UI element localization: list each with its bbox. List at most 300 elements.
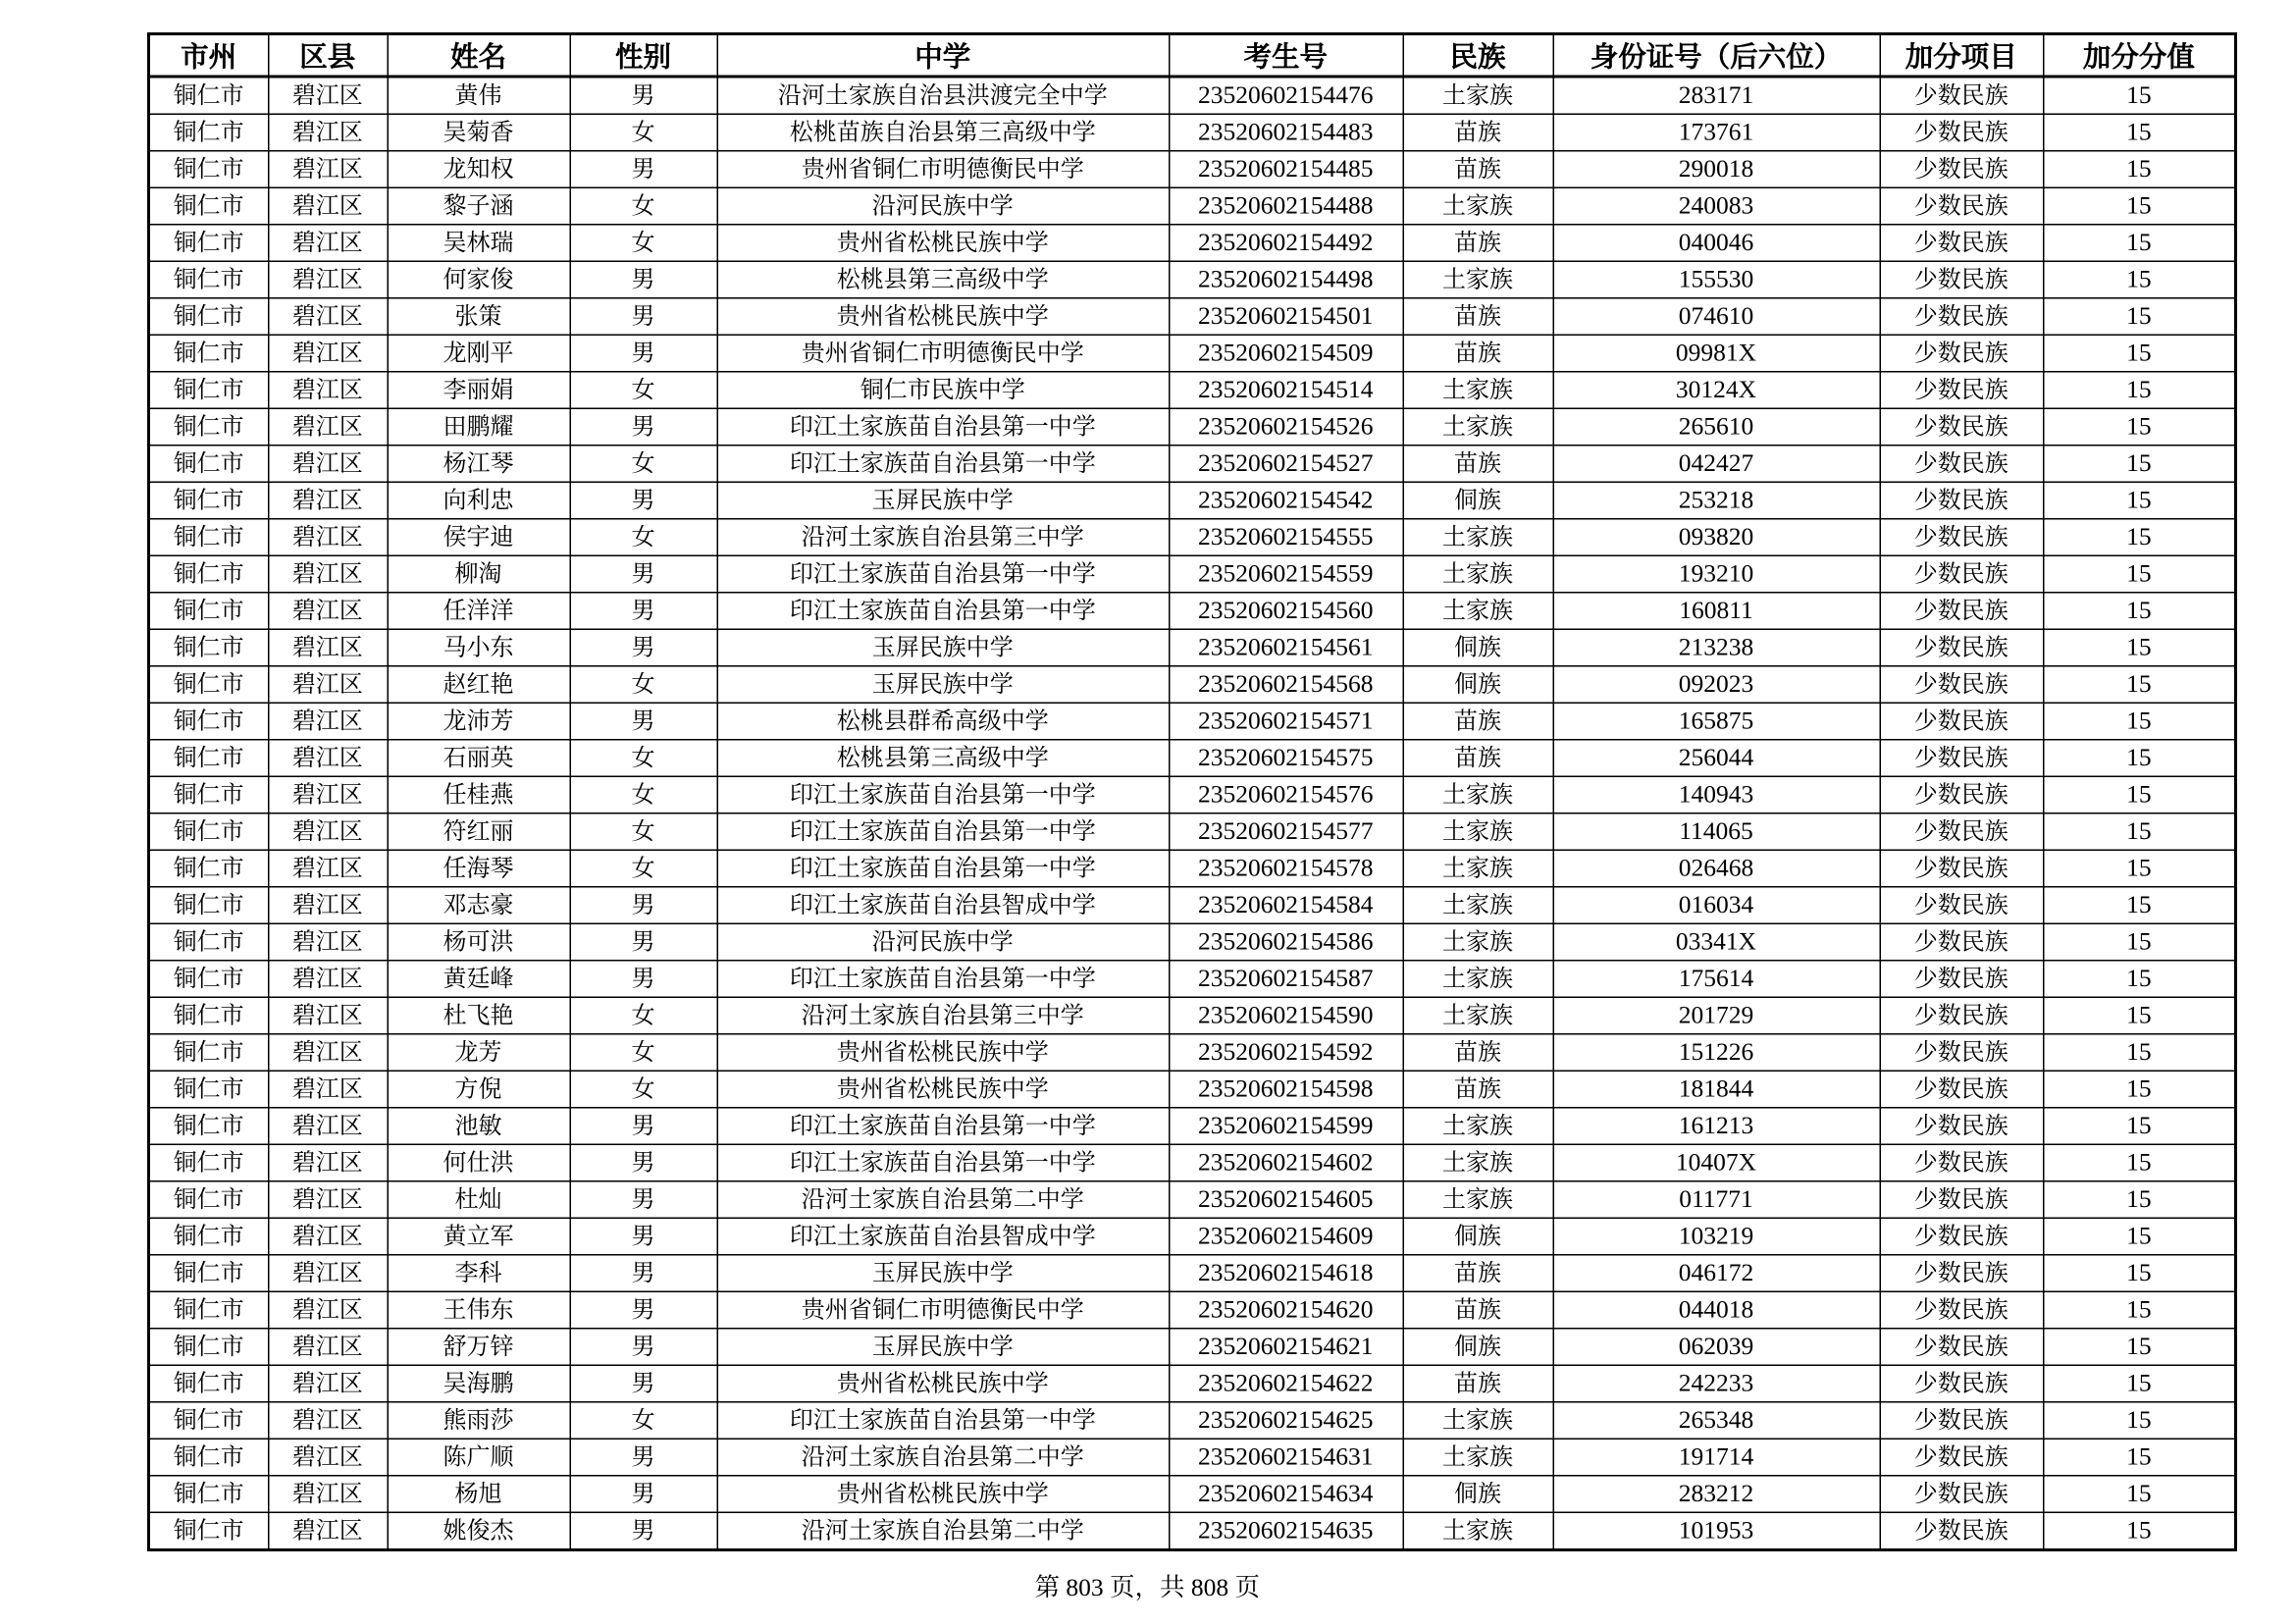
- col-exam-id-cell: 23520602154599: [1169, 1108, 1403, 1145]
- col-school-cell: 沿河土家族自治县第二中学: [717, 1439, 1170, 1476]
- table-row: [149, 923, 2236, 961]
- col-ethnicity-cell: 苗族: [1403, 151, 1553, 188]
- col-ethnicity-cell: 土家族: [1403, 408, 1553, 445]
- table-row: [149, 1218, 2236, 1255]
- col-school-cell: 贵州省铜仁市明德衡民中学: [717, 1291, 1170, 1329]
- col-bonus-value-cell: 15: [2043, 666, 2236, 704]
- col-school-cell: 印江土家族苗自治县第一中学: [717, 1144, 1170, 1181]
- col-district-cell: 碧江区: [268, 335, 388, 372]
- table-row: [149, 1255, 2236, 1292]
- col-bonus-item-cell: 少数民族: [1880, 1291, 2044, 1329]
- col-bonus-value-cell: 15: [2043, 776, 2236, 813]
- col-id-last6-cell: 093820: [1553, 519, 1880, 556]
- table-row: [149, 1402, 2236, 1440]
- col-bonus-item-cell: 少数民族: [1880, 1512, 2044, 1549]
- col-ethnicity-cell: 苗族: [1403, 1291, 1553, 1329]
- col-ethnicity-cell: 侗族: [1403, 666, 1553, 704]
- col-name-cell: 龙芳: [388, 1034, 570, 1072]
- col-district-cell: 碧江区: [268, 961, 388, 998]
- col-name-cell: 黄廷峰: [388, 961, 570, 998]
- table-row: [149, 1144, 2236, 1181]
- col-district-cell: 碧江区: [268, 593, 388, 630]
- col-gender-cell: 女: [570, 372, 717, 409]
- col-ethnicity-cell: 苗族: [1403, 1071, 1553, 1108]
- col-name-cell: 王伟东: [388, 1291, 570, 1329]
- col-district-cell: 碧江区: [268, 555, 388, 593]
- col-district-cell: 碧江区: [268, 850, 388, 887]
- col-gender-cell: 女: [570, 445, 717, 483]
- col-district-cell: 碧江区: [268, 776, 388, 813]
- col-exam-id-cell: 23520602154561: [1169, 629, 1403, 666]
- col-bonus-item-cell: 少数民族: [1880, 261, 2044, 298]
- col-school-cell: 玉屏民族中学: [717, 1255, 1170, 1292]
- col-id-last6-cell: 046172: [1553, 1255, 1880, 1292]
- col-ethnicity-cell: 苗族: [1403, 445, 1553, 483]
- col-name-cell: 田鹏耀: [388, 408, 570, 445]
- col-id-last6-cell: 151226: [1553, 1034, 1880, 1072]
- col-school-cell: 印江土家族苗自治县第一中学: [717, 1402, 1170, 1440]
- col-school-cell: 贵州省松桃民族中学: [717, 1365, 1170, 1402]
- col-ethnicity-cell: 土家族: [1403, 1108, 1553, 1145]
- table-row: [149, 1291, 2236, 1329]
- table-row: [149, 519, 2236, 556]
- col-ethnicity-cell: 侗族: [1403, 1218, 1553, 1255]
- col-name-cell: 黄伟: [388, 77, 570, 114]
- table-row: [149, 1329, 2236, 1366]
- col-gender-cell: 男: [570, 703, 717, 740]
- col-city-cell: 铜仁市: [149, 482, 269, 519]
- col-exam-id-cell: 23520602154485: [1169, 151, 1403, 188]
- col-bonus-item-cell: 少数民族: [1880, 151, 2044, 188]
- col-gender-cell: 女: [570, 1034, 717, 1072]
- col-district-cell: 碧江区: [268, 1144, 388, 1181]
- col-ethnicity-cell: 土家族: [1403, 261, 1553, 298]
- col-id-last6-cell: 040046: [1553, 225, 1880, 262]
- col-bonus-value-cell: 15: [2043, 1476, 2236, 1513]
- col-exam-id-cell: 23520602154592: [1169, 1034, 1403, 1072]
- col-exam-id-cell: 23520602154527: [1169, 445, 1403, 483]
- col-city-cell: 铜仁市: [149, 776, 269, 813]
- table-row: [149, 1365, 2236, 1402]
- col-ethnicity-cell: 土家族: [1403, 813, 1553, 851]
- col-bonus-value-cell: 15: [2043, 997, 2236, 1034]
- col-bonus-item-cell: 少数民族: [1880, 813, 2044, 851]
- table-row: [149, 776, 2236, 813]
- col-gender-cell: 男: [570, 1181, 717, 1219]
- col-bonus-item-cell: 少数民族: [1880, 408, 2044, 445]
- col-exam-id-cell: 23520602154625: [1169, 1402, 1403, 1440]
- col-id-last6-cell: 283171: [1553, 77, 1880, 114]
- col-bonus-item-cell: 少数民族: [1880, 887, 2044, 924]
- col-gender-cell: 男: [570, 961, 717, 998]
- col-id-last6-cell: 155530: [1553, 261, 1880, 298]
- col-gender-cell: 女: [570, 187, 717, 225]
- col-ethnicity-cell: 土家族: [1403, 923, 1553, 961]
- col-id-last6-cell: 30124X: [1553, 372, 1880, 409]
- col-school-cell: 印江土家族苗自治县第一中学: [717, 593, 1170, 630]
- col-bonus-value-cell: 15: [2043, 593, 2236, 630]
- col-id-last6-cell: 044018: [1553, 1291, 1880, 1329]
- table-row: [149, 666, 2236, 704]
- table-row: [149, 593, 2236, 630]
- col-id-last6-cell: 042427: [1553, 445, 1880, 483]
- col-city-cell: 铜仁市: [149, 1402, 269, 1440]
- col-ethnicity-cell: 侗族: [1403, 1476, 1553, 1513]
- col-district-cell: 碧江区: [268, 1402, 388, 1440]
- col-district-cell: 碧江区: [268, 1439, 388, 1476]
- col-id-last6-cell: 253218: [1553, 482, 1880, 519]
- col-school-cell: 贵州省松桃民族中学: [717, 298, 1170, 336]
- table-row: [149, 813, 2236, 851]
- col-exam-id-cell: 23520602154618: [1169, 1255, 1403, 1292]
- col-name-cell: 柳淘: [388, 555, 570, 593]
- col-district-cell: 碧江区: [268, 1476, 388, 1513]
- col-gender-cell: 男: [570, 1255, 717, 1292]
- col-school-cell: 印江土家族苗自治县第一中学: [717, 961, 1170, 998]
- col-exam-id-cell: 23520602154568: [1169, 666, 1403, 704]
- table-row: [149, 408, 2236, 445]
- col-school-cell: 贵州省松桃民族中学: [717, 1034, 1170, 1072]
- col-school-cell: 印江土家族苗自治县第一中学: [717, 408, 1170, 445]
- col-gender-header: 性别: [570, 34, 717, 78]
- col-gender-cell: 男: [570, 408, 717, 445]
- col-bonus-value-cell: 15: [2043, 151, 2236, 188]
- table-header-row: [149, 34, 2236, 78]
- col-gender-cell: 女: [570, 225, 717, 262]
- col-city-cell: 铜仁市: [149, 1329, 269, 1366]
- col-ethnicity-cell: 土家族: [1403, 1402, 1553, 1440]
- col-id-last6-cell: 103219: [1553, 1218, 1880, 1255]
- col-id-last6-cell: 265348: [1553, 1402, 1880, 1440]
- col-bonus-value-cell: 15: [2043, 703, 2236, 740]
- col-school-cell: 印江土家族苗自治县第一中学: [717, 1108, 1170, 1145]
- col-school-cell: 沿河土家族自治县第三中学: [717, 519, 1170, 556]
- col-school-cell: 沿河民族中学: [717, 187, 1170, 225]
- col-ethnicity-cell: 苗族: [1403, 335, 1553, 372]
- col-id-last6-cell: 213238: [1553, 629, 1880, 666]
- col-exam-id-cell: 23520602154631: [1169, 1439, 1403, 1476]
- col-bonus-item-cell: 少数民族: [1880, 445, 2044, 483]
- col-gender-cell: 女: [570, 997, 717, 1034]
- col-city-cell: 铜仁市: [149, 1144, 269, 1181]
- col-id-last6-cell: 074610: [1553, 298, 1880, 336]
- col-district-cell: 碧江区: [268, 1291, 388, 1329]
- col-gender-cell: 男: [570, 335, 717, 372]
- col-id-last6-cell: 265610: [1553, 408, 1880, 445]
- col-bonus-value-cell: 15: [2043, 1255, 2236, 1292]
- col-ethnicity-cell: 土家族: [1403, 1181, 1553, 1219]
- col-city-cell: 铜仁市: [149, 887, 269, 924]
- col-id-last6-cell: 114065: [1553, 813, 1880, 851]
- col-bonus-value-cell: 15: [2043, 482, 2236, 519]
- page-number-footer: 第 803 页，共 808 页: [1034, 1573, 1260, 1601]
- col-id-last6-cell: 191714: [1553, 1439, 1880, 1476]
- col-exam-id-cell: 23520602154590: [1169, 997, 1403, 1034]
- col-city-cell: 铜仁市: [149, 1291, 269, 1329]
- col-school-cell: 印江土家族苗自治县智成中学: [717, 1218, 1170, 1255]
- col-city-cell: 铜仁市: [149, 740, 269, 777]
- col-bonus-item-cell: 少数民族: [1880, 1402, 2044, 1440]
- col-gender-cell: 男: [570, 77, 717, 114]
- col-name-header: 姓名: [388, 34, 570, 78]
- col-district-cell: 碧江区: [268, 666, 388, 704]
- col-school-cell: 贵州省铜仁市明德衡民中学: [717, 335, 1170, 372]
- table-row: [149, 335, 2236, 372]
- col-district-cell: 碧江区: [268, 445, 388, 483]
- col-bonus-item-cell: 少数民族: [1880, 225, 2044, 262]
- col-gender-cell: 女: [570, 740, 717, 777]
- col-bonus-item-cell: 少数民族: [1880, 776, 2044, 813]
- col-bonus-item-cell: 少数民族: [1880, 1365, 2044, 1402]
- col-exam-id-cell: 23520602154622: [1169, 1365, 1403, 1402]
- col-name-cell: 舒万锌: [388, 1329, 570, 1366]
- col-bonus-value-cell: 15: [2043, 519, 2236, 556]
- col-ethnicity-cell: 苗族: [1403, 114, 1553, 151]
- col-exam-id-cell: 23520602154526: [1169, 408, 1403, 445]
- col-name-cell: 杨江琴: [388, 445, 570, 483]
- col-id-last6-cell: 011771: [1553, 1181, 1880, 1219]
- col-name-cell: 龙知权: [388, 151, 570, 188]
- col-bonus-item-cell: 少数民族: [1880, 1144, 2044, 1181]
- col-school-cell: 玉屏民族中学: [717, 482, 1170, 519]
- col-city-cell: 铜仁市: [149, 703, 269, 740]
- col-bonus-value-cell: 15: [2043, 1402, 2236, 1440]
- col-city-cell: 铜仁市: [149, 151, 269, 188]
- col-bonus-value-cell: 15: [2043, 1329, 2236, 1366]
- col-name-cell: 龙刚平: [388, 335, 570, 372]
- col-city-cell: 铜仁市: [149, 629, 269, 666]
- col-district-cell: 碧江区: [268, 298, 388, 336]
- table-row: [149, 114, 2236, 151]
- col-district-cell: 碧江区: [268, 114, 388, 151]
- col-exam-id-cell: 23520602154509: [1169, 335, 1403, 372]
- table-row: [149, 482, 2236, 519]
- table-row: [149, 225, 2236, 262]
- col-bonus-value-header: 加分分值: [2043, 34, 2236, 78]
- col-exam-id-cell: 23520602154635: [1169, 1512, 1403, 1549]
- col-city-cell: 铜仁市: [149, 335, 269, 372]
- col-city-cell: 铜仁市: [149, 1512, 269, 1549]
- col-name-cell: 杜飞艳: [388, 997, 570, 1034]
- col-bonus-item-cell: 少数民族: [1880, 335, 2044, 372]
- col-bonus-value-cell: 15: [2043, 261, 2236, 298]
- col-district-cell: 碧江区: [268, 482, 388, 519]
- col-bonus-value-cell: 15: [2043, 445, 2236, 483]
- col-bonus-item-cell: 少数民族: [1880, 1329, 2044, 1366]
- col-city-cell: 铜仁市: [149, 1071, 269, 1108]
- col-city-cell: 铜仁市: [149, 555, 269, 593]
- col-gender-cell: 男: [570, 151, 717, 188]
- col-bonus-value-cell: 15: [2043, 1108, 2236, 1145]
- col-school-cell: 贵州省松桃民族中学: [717, 225, 1170, 262]
- col-bonus-item-cell: 少数民族: [1880, 703, 2044, 740]
- col-bonus-item-cell: 少数民族: [1880, 1439, 2044, 1476]
- col-gender-cell: 女: [570, 1402, 717, 1440]
- col-id-last6-cell: 10407X: [1553, 1144, 1880, 1181]
- col-school-cell: 贵州省松桃民族中学: [717, 1476, 1170, 1513]
- col-gender-cell: 男: [570, 1476, 717, 1513]
- col-name-cell: 石丽英: [388, 740, 570, 777]
- col-bonus-value-cell: 15: [2043, 1144, 2236, 1181]
- col-id-last6-cell: 290018: [1553, 151, 1880, 188]
- col-id-last6-cell: 242233: [1553, 1365, 1880, 1402]
- col-city-cell: 铜仁市: [149, 519, 269, 556]
- col-district-cell: 碧江区: [268, 372, 388, 409]
- col-city-cell: 铜仁市: [149, 77, 269, 114]
- col-district-cell: 碧江区: [268, 1218, 388, 1255]
- col-bonus-value-cell: 15: [2043, 1181, 2236, 1219]
- table-row: [149, 850, 2236, 887]
- col-bonus-item-cell: 少数民族: [1880, 187, 2044, 225]
- col-name-cell: 方倪: [388, 1071, 570, 1108]
- col-city-cell: 铜仁市: [149, 1181, 269, 1219]
- col-district-cell: 碧江区: [268, 1034, 388, 1072]
- col-school-cell: 印江土家族苗自治县第一中学: [717, 445, 1170, 483]
- col-school-cell: 玉屏民族中学: [717, 1329, 1170, 1366]
- col-name-cell: 李丽娟: [388, 372, 570, 409]
- col-school-cell: 沿河土家族自治县第三中学: [717, 997, 1170, 1034]
- col-gender-cell: 女: [570, 114, 717, 151]
- col-school-cell: 印江土家族苗自治县智成中学: [717, 887, 1170, 924]
- col-district-header: 区县: [268, 34, 388, 78]
- col-city-cell: 铜仁市: [149, 1365, 269, 1402]
- col-bonus-value-cell: 15: [2043, 1218, 2236, 1255]
- bonus-points-table: [147, 32, 2237, 1551]
- col-bonus-value-cell: 15: [2043, 629, 2236, 666]
- col-name-cell: 张策: [388, 298, 570, 336]
- col-exam-id-cell: 23520602154575: [1169, 740, 1403, 777]
- table-row: [149, 445, 2236, 483]
- col-bonus-value-cell: 15: [2043, 1071, 2236, 1108]
- col-school-cell: 玉屏民族中学: [717, 666, 1170, 704]
- col-district-cell: 碧江区: [268, 187, 388, 225]
- table-row: [149, 629, 2236, 666]
- col-city-cell: 铜仁市: [149, 1439, 269, 1476]
- col-gender-cell: 男: [570, 593, 717, 630]
- col-ethnicity-cell: 土家族: [1403, 1144, 1553, 1181]
- col-city-cell: 铜仁市: [149, 666, 269, 704]
- col-city-cell: 铜仁市: [149, 187, 269, 225]
- col-exam-id-cell: 23520602154587: [1169, 961, 1403, 998]
- col-bonus-item-cell: 少数民族: [1880, 923, 2044, 961]
- col-name-cell: 杨可洪: [388, 923, 570, 961]
- col-exam-id-cell: 23520602154602: [1169, 1144, 1403, 1181]
- col-city-header: 市州: [149, 34, 269, 78]
- col-name-cell: 任桂燕: [388, 776, 570, 813]
- col-district-cell: 碧江区: [268, 1071, 388, 1108]
- col-exam-id-cell: 23520602154609: [1169, 1218, 1403, 1255]
- col-gender-cell: 女: [570, 666, 717, 704]
- col-bonus-value-cell: 15: [2043, 225, 2236, 262]
- col-school-cell: 印江土家族苗自治县第一中学: [717, 776, 1170, 813]
- col-name-cell: 吴海鹏: [388, 1365, 570, 1402]
- col-name-cell: 杨旭: [388, 1476, 570, 1513]
- col-district-cell: 碧江区: [268, 1512, 388, 1549]
- col-id-last6-cell: 240083: [1553, 187, 1880, 225]
- col-school-cell: 沿河土家族自治县第二中学: [717, 1181, 1170, 1219]
- col-city-cell: 铜仁市: [149, 114, 269, 151]
- col-bonus-item-cell: 少数民族: [1880, 629, 2044, 666]
- col-exam-id-cell: 23520602154488: [1169, 187, 1403, 225]
- col-bonus-value-cell: 15: [2043, 1034, 2236, 1072]
- col-bonus-value-cell: 15: [2043, 740, 2236, 777]
- col-city-cell: 铜仁市: [149, 961, 269, 998]
- col-school-cell: 印江土家族苗自治县第一中学: [717, 850, 1170, 887]
- col-bonus-item-cell: 少数民族: [1880, 1181, 2044, 1219]
- col-bonus-item-cell: 少数民族: [1880, 555, 2044, 593]
- col-bonus-value-cell: 15: [2043, 850, 2236, 887]
- col-bonus-item-cell: 少数民族: [1880, 519, 2044, 556]
- col-city-cell: 铜仁市: [149, 1255, 269, 1292]
- col-exam-id-cell: 23520602154634: [1169, 1476, 1403, 1513]
- col-bonus-item-cell: 少数民族: [1880, 740, 2044, 777]
- col-name-cell: 吴林瑞: [388, 225, 570, 262]
- table-row: [149, 77, 2236, 114]
- col-id-last6-cell: 140943: [1553, 776, 1880, 813]
- col-gender-cell: 男: [570, 555, 717, 593]
- col-city-cell: 铜仁市: [149, 593, 269, 630]
- col-exam-id-cell: 23520602154605: [1169, 1181, 1403, 1219]
- col-gender-cell: 男: [570, 887, 717, 924]
- col-ethnicity-cell: 苗族: [1403, 298, 1553, 336]
- col-school-header: 中学: [717, 34, 1170, 78]
- col-exam-id-cell: 23520602154560: [1169, 593, 1403, 630]
- col-exam-id-cell: 23520602154483: [1169, 114, 1403, 151]
- col-district-cell: 碧江区: [268, 813, 388, 851]
- col-id-last6-cell: 175614: [1553, 961, 1880, 998]
- col-gender-cell: 男: [570, 261, 717, 298]
- col-ethnicity-cell: 土家族: [1403, 1512, 1553, 1549]
- col-exam-id-cell: 23520602154571: [1169, 703, 1403, 740]
- col-city-cell: 铜仁市: [149, 997, 269, 1034]
- col-gender-cell: 女: [570, 776, 717, 813]
- col-id-last6-cell: 160811: [1553, 593, 1880, 630]
- col-id-last6-cell: 09981X: [1553, 335, 1880, 372]
- col-bonus-item-cell: 少数民族: [1880, 372, 2044, 409]
- col-bonus-item-cell: 少数民族: [1880, 666, 2044, 704]
- col-id-last6-cell: 165875: [1553, 703, 1880, 740]
- col-district-cell: 碧江区: [268, 887, 388, 924]
- table-row: [149, 1512, 2236, 1549]
- col-ethnicity-cell: 土家族: [1403, 555, 1553, 593]
- table-row: [149, 151, 2236, 188]
- col-school-cell: 沿河民族中学: [717, 923, 1170, 961]
- col-id-last6-cell: 201729: [1553, 997, 1880, 1034]
- table-row: [149, 703, 2236, 740]
- col-bonus-value-cell: 15: [2043, 1291, 2236, 1329]
- col-name-cell: 黎子涵: [388, 187, 570, 225]
- col-bonus-value-cell: 15: [2043, 335, 2236, 372]
- col-bonus-item-cell: 少数民族: [1880, 961, 2044, 998]
- col-ethnicity-cell: 土家族: [1403, 187, 1553, 225]
- col-exam-id-cell: 23520602154542: [1169, 482, 1403, 519]
- col-ethnicity-cell: 土家族: [1403, 887, 1553, 924]
- table-row: [149, 1071, 2236, 1108]
- col-bonus-value-cell: 15: [2043, 298, 2236, 336]
- col-city-cell: 铜仁市: [149, 408, 269, 445]
- col-exam-id-cell: 23520602154492: [1169, 225, 1403, 262]
- col-exam-id-cell: 23520602154584: [1169, 887, 1403, 924]
- col-district-cell: 碧江区: [268, 1365, 388, 1402]
- col-gender-cell: 女: [570, 813, 717, 851]
- table-row: [149, 997, 2236, 1034]
- col-district-cell: 碧江区: [268, 923, 388, 961]
- col-id-last6-cell: 256044: [1553, 740, 1880, 777]
- col-name-cell: 姚俊杰: [388, 1512, 570, 1549]
- col-gender-cell: 男: [570, 1365, 717, 1402]
- col-school-cell: 松桃县群希高级中学: [717, 703, 1170, 740]
- col-id-last6-header: 身份证号（后六位）: [1553, 34, 1880, 78]
